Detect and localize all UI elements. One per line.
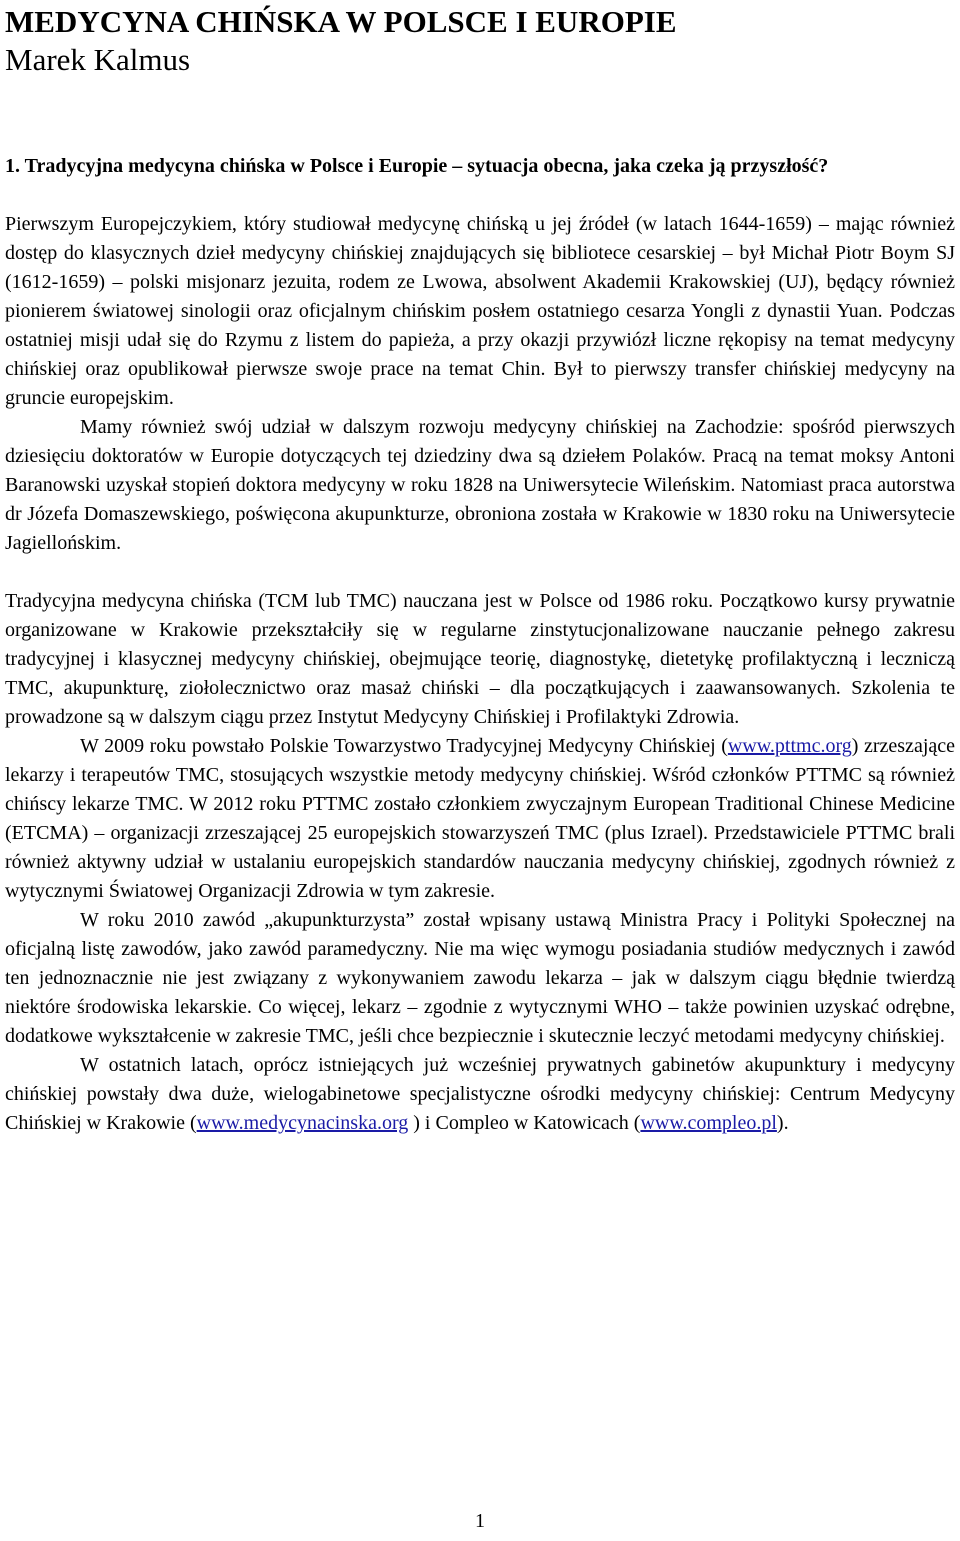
pttmc-website-link[interactable]: www.pttmc.org bbox=[727, 735, 852, 757]
section-heading: 1. Tradycyjna medycyna chińska w Polsce i Europie – sytuacja obecna, jaka czeka ją przyszłość? bbox=[5, 155, 829, 177]
paragraph-doctorates: Mamy również swój udział w dalszym rozwoju medycyny chińskiej na Zachodzie: spośród pierwszych dziesięciu doktoratów w Europie dotyczących tej dziedziny dwa są dziełem Polaków. Pracą na temat moksy Antoni Baranowski uzyskał stopień doktora medycyny w roku 1828 na Uniwersytecie Wileńskim. Natomiast praca autorstwa dr Józefa Domaszewskiego, poświęcona akupunkturze, obroniona została w Krakowie w 1830 roku na Uniwersytecie Jagiellońskim. bbox=[5, 416, 955, 554]
compleo-website-link[interactable]: www.compleo.pl bbox=[640, 1112, 777, 1134]
paragraph-clinics-text-end: ). bbox=[776, 1112, 789, 1134]
document-title: MEDYCYNA CHIŃSKA W POLSCE I EUROPIE bbox=[5, 4, 677, 39]
paragraph-tcm-teaching: Tradycyjna medycyna chińska (TCM lub TMC) nauczana jest w Polsce od 1986 roku. Początkowo kursy prywatnie organizowane w Krakowie przekształciły się w regularne zinstytucjonalizowane nauczanie pełnego zakresu tradycyjnej i klasycznej medycyny chińskiej, obejmujące teorię, diagnostykę, dietetykę profilaktyczną i leczniczą TMC, akupunkturę, ziołolecznictwo oraz masaż chiński – dla początkujących i zaawansowanych. Szkolenia te prowadzone są w dalszym ciągu przez Instytut Medycyny Chińskiej i Profilaktyki Zdrowia. bbox=[5, 590, 955, 728]
paragraph-clinics-text-start: W ostatnich latach, oprócz istniejących już wcześniej prywatnych gabinetów akupunktury i medycyny chińskiej powstały dwa duże, wielogabinetowe specjalistyczne ośrodki medycyny chińskiej: Centrum Medycyny Chińskiej w Krakowie ( bbox=[5, 1054, 955, 1134]
paragraph-pttmc bbox=[5, 732, 955, 906]
paragraph-pttmc-text-start: W 2009 roku powstało Polskie Towarzystwo Tradycyjnej Medycyny Chińskiej ( bbox=[80, 735, 728, 757]
document-page bbox=[5, 0, 955, 1138]
medycynacinska-website-link[interactable]: www.medycynacinska.org bbox=[196, 1112, 409, 1134]
paragraph-acupuncturist-profession: W roku 2010 zawód „akupunkturzysta” został wpisany ustawą Ministra Pracy i Polityki Społecznej na oficjalną listę zawodów, jako zawód paramedyczny. Nie ma więc wymogu posiadania studiów medycznych i zawód ten jednoznacznie nie jest związany z wykonywaniem zawodu lekarza – jak w dalszym ciągu błędnie twierdzą niektóre środowiska lekarskie. Co więcej, lekarz – zgodnie z wytycznymi WHO – także powinien uzyskać odrębne, dodatkowe wykształcenie w zakresie TMC, jeśli chce bezpiecznie i skutecznie leczyć metodami medycyny chińskiej. bbox=[5, 909, 955, 1047]
paragraph-clinics-text-middle: ) i Compleo w Katowicach ( bbox=[408, 1112, 641, 1134]
document-body bbox=[5, 210, 955, 1138]
paragraph-clinics bbox=[5, 1051, 955, 1138]
page-number: 1 bbox=[475, 1510, 485, 1532]
paragraph-pttmc-text-end: ) zrzeszające lekarzy i terapeutów TMC, stosujących wszystkie metody medycyny chińskiej. Wśród członków PTTMC są również chińscy lekarze TMC. W 2012 roku PTTMC zostało członkiem zwyczajnym European Traditional Chinese Medicine (ETCMA) – organizacji zrzeszającej 25 europejskich stowarzyszeń TMC (plus Izrael). Przedstawiciele PTTMC brali również aktywny udział w ustalaniu europejskich standardów nauczania medycyny chińskiej, zgodnych również z wytycznymi Światowej Organizacji Zdrowia w tym zakresie. bbox=[5, 735, 956, 902]
paragraph-boym: Pierwszym Europejczykiem, który studiował medycynę chińską u jej źródeł (w latach 1644-1659) – mając również dostęp do klasycznych dzieł medycyny chińskiej znajdujących się bibliotece cesarskiej – był Michał Piotr Boym SJ (1612-1659) – polski misjonarz jezuita, rodem ze Lwowa, absolwent Akademii Krakowskiej (UJ), będący również pionierem światowej sinologii oraz oficjalnym chińskim posłem ostatniego cesarza Yongli z dynastii Yuan. Podczas ostatniej misji udał się do Rzymu z listem do papieża, a przy okazji przywiózł liczne rękopisy na temat medycyny chińskiej oraz opublikował pierwsze swoje prace na temat Chin. Był to pierwszy transfer chińskiej medycyny na gruncie europejskim. bbox=[5, 213, 955, 409]
document-author: Marek Kalmus bbox=[5, 42, 191, 77]
